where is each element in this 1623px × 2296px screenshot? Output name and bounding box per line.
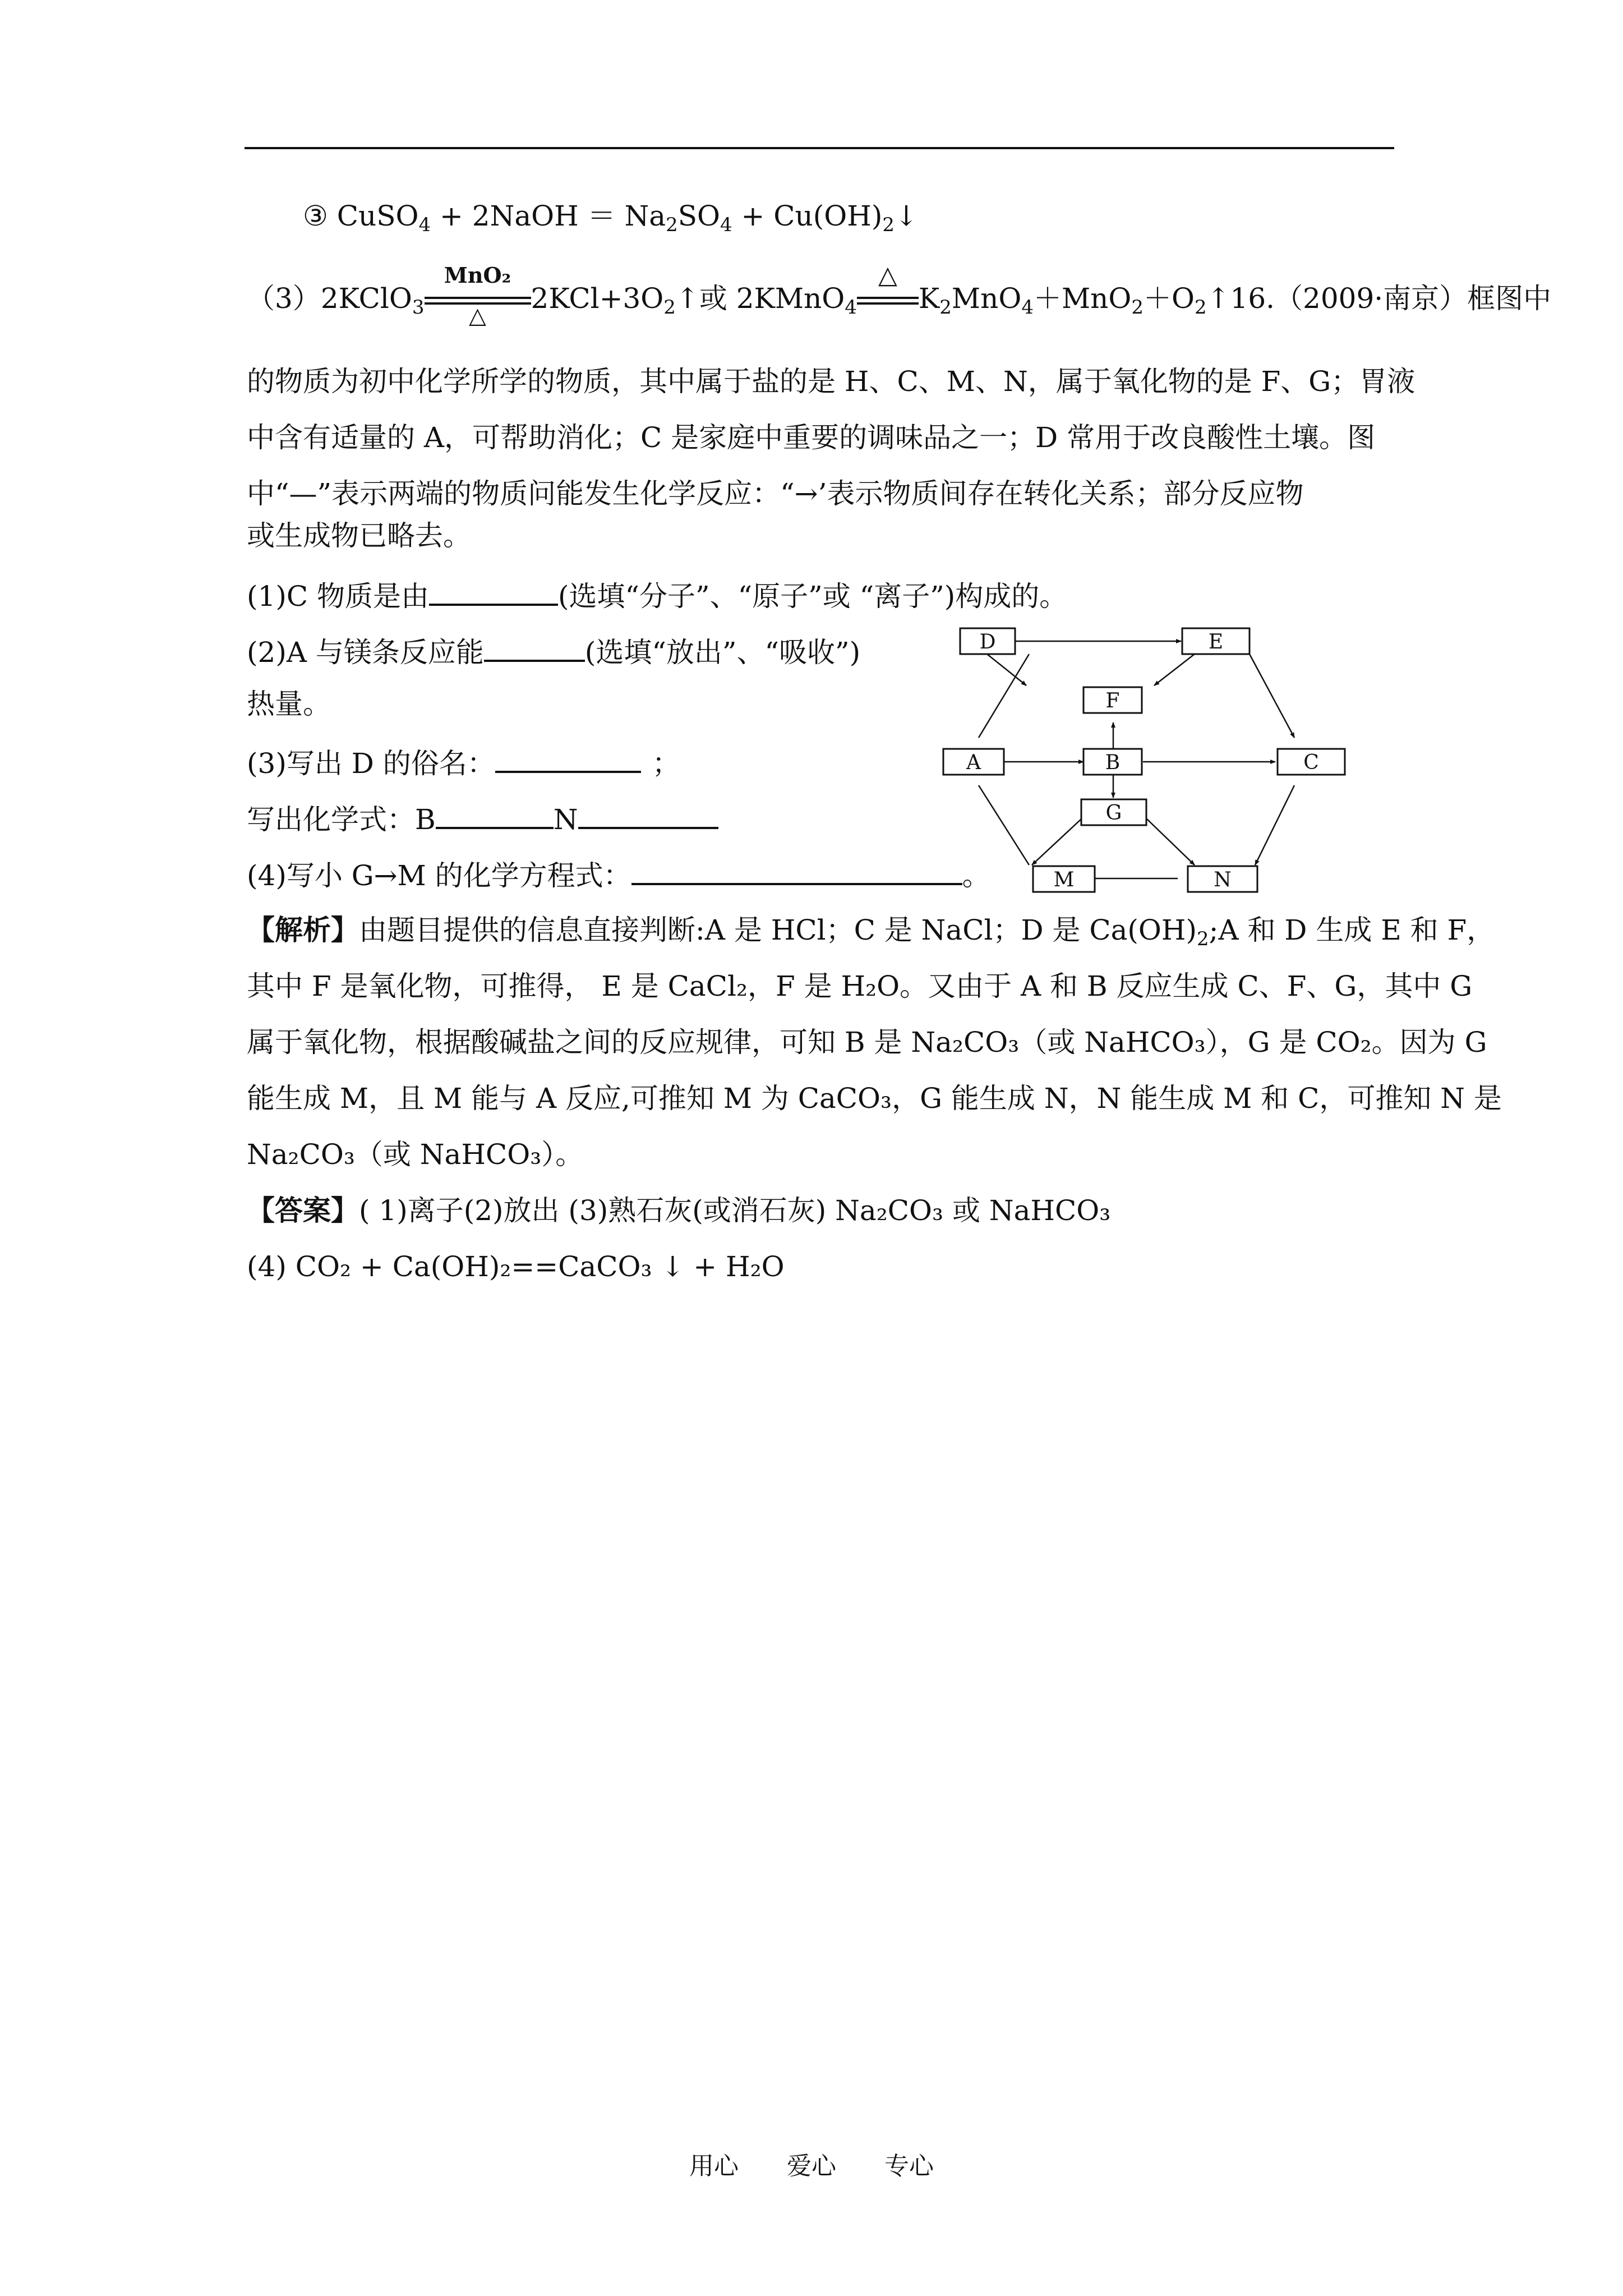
arrow-e-c [1249,654,1294,738]
eq-text: ↑16.（2009·南京）框图中 [1206,282,1552,315]
footer-text: 专心 [884,2152,934,2180]
page-footer [0,2146,1623,2182]
eq-text: CuSO [336,200,419,232]
node-label-g: G [1105,802,1122,825]
question-3 [247,745,680,780]
eq-text: ↑或 2KMnO [675,282,845,315]
q1-text: (选填“分子”、“原子”或 “离子”)构成的。 [557,580,1068,613]
node-label-e: E [1208,631,1224,654]
arrow-g-n [1147,819,1195,865]
q1-text: (1)C 物质是由 [247,580,429,613]
answer-blank[interactable] [484,634,585,662]
eq-text: ＋MnO [1033,282,1132,315]
intro-line: 的物质为初中化学所学的物质，其中属于盐的是 H、C、M、N，属于氧化物的是 F、G；胃液 [247,365,1415,398]
eq-text: K [918,282,940,315]
header-rule [245,147,1394,149]
analysis-line [247,913,1495,950]
footer-text: 用心 [689,2152,739,2180]
eq-sub: 4 [845,296,857,319]
eq-sub: 2 [1194,296,1207,319]
question-2 [247,634,860,669]
eq-sub: 2 [882,214,895,236]
reaction-condition-arrow [425,263,531,329]
eq-sub: 3 [412,296,425,319]
eq-text: + Cu(OH) [732,200,883,232]
link-a-m [979,785,1029,865]
catalyst-label: MnO₂ [444,263,511,288]
analysis-text: 由题目提供的信息直接判断:A 是 HCl；C 是 NaCl；D 是 Ca(OH) [359,914,1197,946]
link-a-d [979,654,1029,738]
answer-blank[interactable] [578,801,718,829]
answer-text: ( 1)离子(2)放出 (3)熟石灰(或消石灰) Na₂CO₃ 或 NaHCO₃ [359,1194,1111,1227]
reaction-condition-arrow [857,261,919,308]
answer-line: (4) CO₂ + Ca(OH)₂==CaCO₃ ↓ + H₂O [247,1250,785,1283]
analysis-line: 其中 F 是氧化物，可推得， E 是 CaCl₂，F 是 H₂O。又由于 A 和 B 反应生成 C、F、G，其中 G [247,970,1473,1002]
question-1 [247,578,1067,613]
q4-text: (4)写小 G→M 的化学方程式： [247,859,631,892]
q3b-text: N [553,803,578,836]
eq-text: ＋O [1143,282,1195,315]
q2-text: (选填“放出”、“吸收”) [584,636,861,669]
answer-line [247,1194,1110,1227]
eq-sub: 2 [1131,296,1144,319]
equation-3 [303,199,918,236]
eq-text: 2KClO [320,282,412,315]
q3b-text: 写出化学式：B [247,803,436,836]
eq-text: 2KCl+3O [531,282,664,315]
intro-line: 中“—”表示两端的物质问能发生化学反应：“→’表示物质间存在转化关系；部分反应物 [247,477,1304,510]
answer-blank[interactable] [436,801,554,829]
heat-symbol: △ [878,261,897,289]
arrow-g-m [1032,819,1081,865]
node-label-c: C [1303,751,1319,774]
analysis-sub: 2 [1197,928,1209,950]
eq-sub: 4 [720,214,732,236]
question-4 [247,857,990,892]
node-label-m: M [1053,868,1075,891]
analysis-tag: 【解析】 [247,913,359,946]
analysis-line: 能生成 M，且 M 能与 A 反应,可推知 M 为 CaCO₃，G 能生成 N，N 能生成 M 和 C，可推知 N 是 [247,1082,1502,1115]
intro-line: 或生成物已略去。 [247,519,471,552]
node-label-b: B [1105,751,1121,774]
eq-sub: 2 [666,214,678,236]
node-label-f: F [1105,689,1120,712]
answer-blank[interactable] [631,857,962,885]
q3-text: ； [652,747,680,780]
answer-tag: 【答案】 [247,1194,359,1227]
eq-sub: 4 [418,214,431,236]
label: （3） [247,282,321,315]
question-2-line2: 热量。 [247,688,331,720]
answer-blank[interactable] [429,578,558,606]
footer-text: 爱心 [787,2152,836,2180]
node-label-n: N [1214,868,1232,891]
heat-symbol: △ [469,303,486,329]
circled-number: ③ [303,200,328,232]
analysis-line: 属于氧化物，根据酸碱盐之间的反应规律，可知 B 是 Na₂CO₃（或 NaHCO₃），G 是 CO₂。因为 G [247,1026,1487,1059]
arrow-e-f [1154,654,1195,685]
question-3-equations [247,261,1552,329]
node-label-d: D [979,631,996,654]
eq-text: ↓ [895,200,918,232]
answer-blank[interactable] [495,745,641,773]
arrow-c-n [1255,785,1294,865]
eq-text: MnO [951,282,1022,315]
reaction-diagram [931,623,1357,903]
q4-text: 。 [962,859,990,892]
eq-text: SO [677,200,720,232]
eq-text: + 2NaOH ＝ Na [431,200,666,232]
analysis-text: ;A 和 D 生成 E 和 F， [1209,914,1495,946]
eq-sub: 2 [939,296,952,319]
intro-line: 中含有适量的 A，可帮助消化；C 是家庭中重要的调味品之一；D 常用于改良酸性土壤。图 [247,421,1376,454]
q2-text: (2)A 与镁条反应能 [247,636,484,669]
question-3-formula [247,801,718,836]
q3-text: (3)写出 D 的俗名： [247,747,495,780]
eq-sub: 2 [663,296,676,319]
analysis-line: Na₂CO₃（或 NaHCO₃）。 [247,1138,584,1171]
eq-sub: 4 [1021,296,1034,319]
node-label-a: A [966,751,981,774]
